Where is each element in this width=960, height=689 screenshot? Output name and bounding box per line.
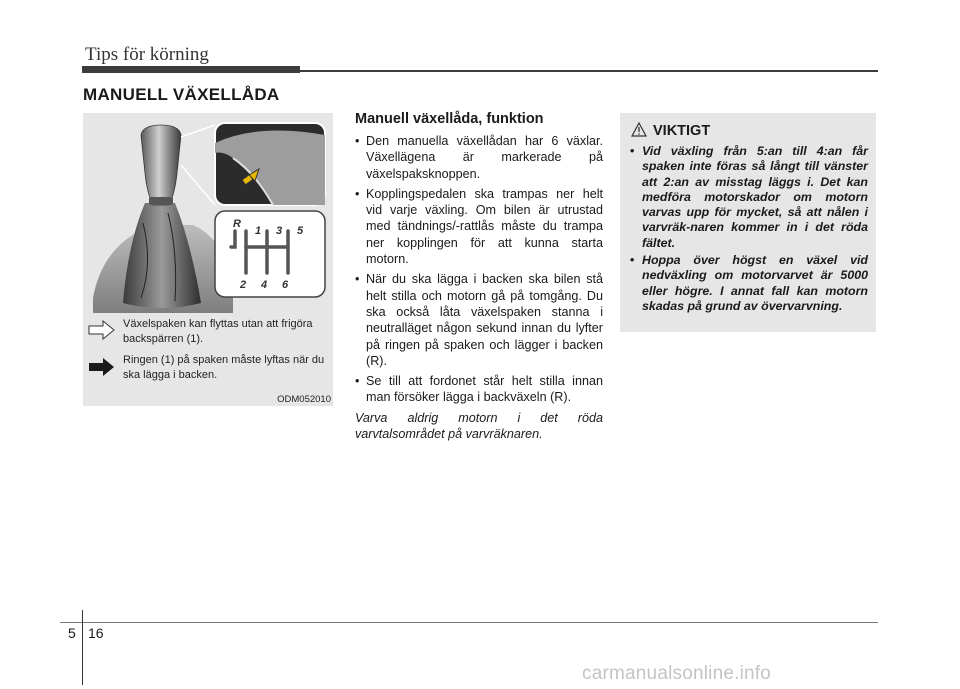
gear-r-label: R [233,218,241,230]
content-bullet-list [355,133,603,406]
gear-3-label: 3 [276,225,283,237]
legend-item-solid-arrow: Ringen (1) på spaken måste lyftas när du ska lägga i backen. [123,354,325,381]
legend-item-outline-arrow: Växelspaken kan flyttas utan att frigöra backspärren (1). [123,318,313,345]
list-item: • Den manuella växellådan har 6 växlar. Växellägena är markerade på växelspaksknoppen. [355,134,603,181]
warning-list [630,144,868,316]
footer-divider [82,610,83,685]
gear-1-label: 1 [255,225,262,237]
header-rule [300,70,878,72]
warning-title: VIKTIGT [653,123,711,139]
watermark: carmanualsonline.info [582,663,772,684]
warning-title-row [631,122,710,141]
content-column [355,111,603,442]
list-item: • Se till att fordonet står helt stilla innan man försöker lägga i backväxeln (R). [355,374,603,405]
gear-4-label: 4 [261,279,268,291]
chapter-number: 5 [68,625,76,641]
list-item: • När du ska lägga i backen ska bilen stå helt stilla och motorn gå på tomgång. Du ska också låta växelspaken stanna i neutralläget någon sekund innan du lyfter på ringen på spaken och lägger i backen (R). [355,272,603,368]
list-item: • Hoppa över högst en växel vid nedväxling om motorvarvet är 5000 eller högre. I annat fall kan motorn skadas på grund av övervarvning. [630,253,868,313]
figure-code: ODM052010 [277,394,331,405]
section-title: MANUELL VÄXELLÅDA [83,85,280,104]
warning-box [620,113,876,332]
solid-arrow-icon [89,358,114,376]
content-note: Varva aldrig motorn i det röda varvtalsområdet på varvräknaren. [355,410,603,441]
page-number: 16 [88,625,104,641]
gear-lever-figure [83,113,333,406]
list-item: • Kopplingspedalen ska trampas ner helt vid varje växling. Om bilen är utrustad med tändnings/-rattlås måste du trampa ner kopplingen för att kunna starta motorn. [355,186,603,267]
gear-6-label: 6 [282,279,289,291]
list-item: • Vid växling från 5:an till 4:an får spaken inte föras så långt till vänster att 2:an av misstag läggs i. Det kan medföra motorskador om motorn varvas upp för mycket, så att nålen i varvräk-naren kommer in i det röda fältet. [630,144,868,250]
gear-5-label: 5 [297,225,304,237]
header-bar [82,66,300,73]
content-heading: Manuell växellåda, funktion [355,111,544,127]
warning-triangle-icon [631,122,647,141]
footer-rule [60,622,878,623]
outline-arrow-icon [89,321,114,339]
gear-2-label: 2 [240,279,247,291]
header-title: Tips för körning [85,44,209,65]
